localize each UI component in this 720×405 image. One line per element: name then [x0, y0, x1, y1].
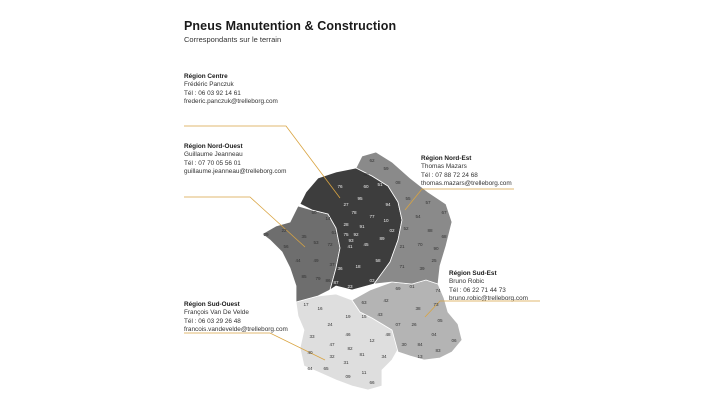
dept-label: 22	[281, 228, 287, 233]
dept-label: 61	[331, 230, 337, 235]
dept-label: 05	[437, 318, 443, 323]
contact-email[interactable]: thomas.mazars@trelleborg.com	[421, 180, 512, 188]
dept-label: 32	[329, 354, 335, 359]
dept-label: 75	[343, 232, 349, 237]
dept-label: 55	[405, 196, 411, 201]
dept-label: 64	[307, 366, 313, 371]
dept-label: 54	[415, 214, 421, 219]
contact-email[interactable]: bruno.robic@trelleborg.com	[449, 295, 528, 303]
dept-label: 35	[301, 234, 307, 239]
dept-label: 36	[337, 266, 343, 271]
dept-label: 42	[383, 298, 389, 303]
contact-phone[interactable]: Tél : 07 70 05 56 01	[184, 159, 241, 167]
dept-label: 84	[417, 342, 423, 347]
contact-name: François Van De Velde	[184, 309, 249, 317]
dept-label: 87	[333, 280, 339, 285]
dept-label: 73	[433, 302, 439, 307]
contact-name: Guillaume Jeanneau	[184, 151, 243, 159]
dept-label: 29	[263, 232, 269, 237]
dept-label: 27	[343, 202, 349, 207]
contact-phone[interactable]: Tél : 07 88 72 24 68	[421, 171, 478, 179]
dept-label: 10	[383, 218, 389, 223]
region-label: Région Sud-Est	[449, 270, 497, 277]
dept-label: 63	[361, 300, 367, 305]
dept-label: 74	[435, 288, 441, 293]
region-label: Région Sud-Ouest	[184, 301, 240, 308]
dept-label: 93	[348, 238, 354, 243]
dept-label: 34	[381, 354, 387, 359]
contact-email[interactable]: frederic.panczuk@trelleborg.com	[184, 98, 278, 106]
dept-label: 59	[383, 166, 389, 171]
dept-label: 14	[325, 216, 331, 221]
page-title: Pneus Manutention & Construction	[184, 19, 397, 33]
dept-label: 49	[313, 258, 319, 263]
dept-label: 31	[343, 360, 349, 365]
dept-label: 46	[345, 332, 351, 337]
dept-label: 45	[363, 242, 369, 247]
dept-label: 70	[417, 242, 423, 247]
dept-label: 50	[311, 210, 317, 215]
dept-label: 04	[431, 332, 437, 337]
dept-label: 06	[451, 338, 457, 343]
dept-label: 51	[377, 182, 383, 187]
dept-label: 48	[385, 332, 391, 337]
dept-label: 58	[375, 258, 381, 263]
dept-label: 18	[355, 264, 361, 269]
dept-label: 92	[353, 232, 359, 237]
dept-label: 30	[401, 342, 407, 347]
contact-email[interactable]: francois.vandevelde@trelleborg.com	[184, 326, 288, 334]
dept-label: 66	[369, 380, 375, 385]
dept-label: 71	[399, 264, 405, 269]
dept-label: 15	[361, 314, 367, 319]
dept-label: 23	[347, 284, 353, 289]
dept-label: 79	[315, 276, 321, 281]
dept-label: 40	[307, 350, 313, 355]
dept-label: 56	[283, 244, 289, 249]
dept-label: 91	[359, 224, 365, 229]
dept-label: 60	[363, 184, 369, 189]
dept-label: 44	[295, 258, 301, 263]
dept-label: 82	[347, 346, 353, 351]
dept-label: 11	[361, 370, 367, 375]
dept-label: 13	[417, 354, 423, 359]
dept-label: 80	[363, 172, 369, 177]
dept-label: 52	[403, 226, 409, 231]
dept-label: 77	[369, 214, 375, 219]
dept-label: 21	[399, 244, 405, 249]
dept-label: 43	[377, 312, 383, 317]
dept-label: 76	[337, 184, 343, 189]
dept-label: 47	[329, 342, 335, 347]
dept-label: 37	[329, 262, 335, 267]
region-label: Région Nord-Est	[421, 155, 472, 162]
region-label: Région Nord-Ouest	[184, 143, 243, 150]
dept-label: 88	[427, 228, 433, 233]
dept-label: 16	[317, 306, 323, 311]
dept-label: 08	[395, 180, 401, 185]
dept-label: 67	[441, 210, 447, 215]
dept-label: 19	[345, 314, 351, 319]
dept-label: 85	[301, 274, 307, 279]
dept-label: 53	[313, 240, 319, 245]
dept-label: 78	[351, 210, 357, 215]
contact-name: Thomas Mazars	[421, 163, 467, 171]
dept-label: 81	[359, 352, 365, 357]
dept-label: 69	[395, 286, 401, 291]
dept-label: 38	[415, 306, 421, 311]
dept-label: 62	[369, 158, 375, 163]
dept-label: 89	[379, 236, 385, 241]
dept-label: 33	[309, 334, 315, 339]
dept-label: 25	[431, 258, 437, 263]
dept-label: 41	[347, 244, 353, 249]
contact-name: Frédéric Panczuk	[184, 81, 234, 89]
contact-phone[interactable]: Tél : 06 22 71 44 73	[449, 286, 506, 294]
dept-label: 83	[435, 348, 441, 353]
dept-label: 86	[325, 278, 331, 283]
dept-label: 72	[327, 242, 333, 247]
dept-label: 57	[425, 200, 431, 205]
dept-label: 94	[385, 202, 391, 207]
region-label: Région Centre	[184, 73, 228, 80]
contact-name: Bruno Robic	[449, 278, 485, 286]
dept-label: 95	[357, 196, 363, 201]
dept-label: 12	[369, 338, 375, 343]
dept-label: 24	[327, 322, 333, 327]
dept-label: 07	[395, 322, 401, 327]
contact-phone[interactable]: Tél : 06 03 29 26 48	[184, 317, 241, 325]
dept-label: 02	[389, 228, 395, 233]
dept-label: 09	[345, 374, 351, 379]
dept-label: 28	[343, 222, 349, 227]
dept-label: 65	[323, 366, 329, 371]
dept-label: 90	[433, 246, 439, 251]
dept-label: 17	[303, 302, 309, 307]
contact-email[interactable]: guillaume.jeanneau@trelleborg.com	[184, 168, 287, 176]
dept-label: 26	[411, 322, 417, 327]
dept-label: 68	[441, 234, 447, 239]
page-subtitle: Correspondants sur le terrain	[184, 35, 282, 44]
contact-phone[interactable]: Tél : 06 03 92 14 61	[184, 89, 241, 97]
dept-label: 01	[409, 284, 415, 289]
dept-label: 03	[369, 278, 375, 283]
dept-label: 39	[419, 266, 425, 271]
